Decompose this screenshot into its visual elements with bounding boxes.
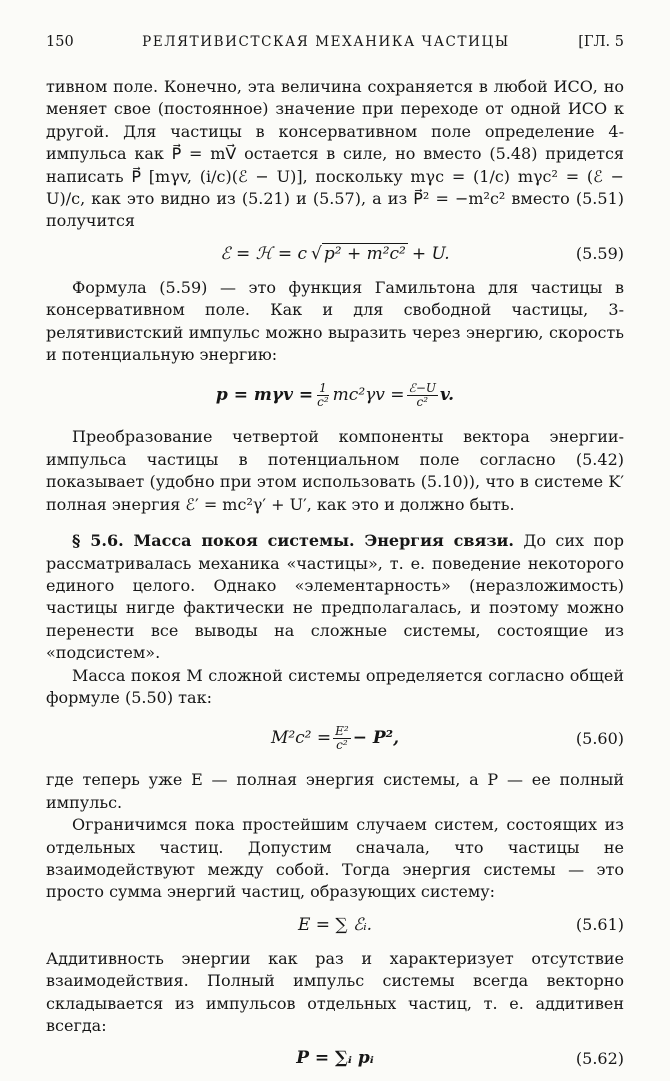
sqrt-sign: √ <box>311 243 322 264</box>
eq-5-59-rhs: + U. <box>411 243 450 264</box>
section-5-6 <box>46 530 624 664</box>
section-text: До сих пор рассматривалась механика «частицы», т. е. поведение некоторого единого целого. Однако «элементарность» (неразложимость) частицы нигде фактически не предполагалась, и поэтому можно перенести все выводы на сложные системы, состоящие из «подсистем». <box>46 531 625 663</box>
paragraph-5: где теперь уже E — полная энергия системы, а P — ее полный импульс. <box>46 770 624 812</box>
running-title: РЕЛЯТИВИСТСКАЯ МЕХАНИКА ЧАСТИЦЫ <box>142 34 510 50</box>
fraction-denominator: c² <box>336 737 348 752</box>
paragraph-1: тивном поле. Конечно, эта величина сохраняется в любой ИСО, но меняет свое (постоянное) значение при переходе от одной ИСО к другой. Для частицы в консервативном поле определение 4-импульса как P⃗ = mV⃗ остается в силе, но вместо (5.48) придется написать P⃗ [mγv, (i/c)(ℰ − U)], поскольку mγc = (1/c) mγc² = (ℰ − U)/c, как это видно из (5.21) и (5.57), а из P⃗² = −m²c² вместо (5.51) получится <box>46 77 624 231</box>
paragraph-6: Ограничимся пока простейшим случаем систем, состоящих из отдельных частиц. Допустим сначала, что частицы не взаимодействуют между собой. Тогда энергия системы — это просто сумма энергий частиц, образующих систему: <box>46 815 624 902</box>
running-header <box>46 34 624 50</box>
section-heading: § 5.6. Масса покоя системы. Энергия связи. <box>72 531 514 551</box>
paragraph-3: Преобразование четвертой компоненты вектора энергии-импульса частицы в потенциальном поле согласно (5.42) показывает (удобно при этом использовать (5.10)), что в системе K′ полная энергия ℰ′ = mc²γ′ + U′, как это и должно быть. <box>46 427 624 514</box>
fraction-numerator: E² <box>335 723 349 738</box>
equation-5-59 <box>46 237 624 271</box>
eq-mom-part2: mc²γv = <box>332 385 405 406</box>
paragraph-2: Формула (5.59) — это функция Гамильтона для частицы в консервативном поле. Как и для свободной частицы, 3-релятивистский импульс можно выразить через энергию, скорость и потенциальную энергию: <box>46 277 624 365</box>
eq-5-59-lhs: ℰ = ℋ = c <box>220 243 307 264</box>
book-page <box>46 34 624 1081</box>
fraction-denominator: c² <box>317 394 329 409</box>
equation-5-62 <box>46 1041 624 1075</box>
paragraph-7: Аддитивность энергии как раз и характеризует отсутствие взаимодействия. Полный импульс системы всегда векторно складывается из импульсов отдельных частиц, т. е. аддитивен всегда: <box>46 948 624 1035</box>
eq-5-62-number: (5.62) <box>575 1048 624 1068</box>
eq-5-61-body: E = ∑ ℰᵢ. <box>297 914 373 935</box>
eq-mom-part1: p = mγv = <box>215 385 314 406</box>
eq-mom-part3: v. <box>439 385 455 406</box>
fraction-e2-over-c2 <box>333 725 351 752</box>
eq-5-60-number: (5.60) <box>575 728 624 748</box>
equation-momentum <box>46 372 624 418</box>
page-number: 150 <box>46 34 74 50</box>
eq-5-60-lhs: M²c² = <box>270 728 332 749</box>
fraction-denominator: c² <box>416 394 429 409</box>
eq-5-61-number: (5.61) <box>575 915 624 935</box>
fraction-1-over-c2 <box>315 382 331 409</box>
eq-5-62-body: P = ∑ᵢ pᵢ <box>296 1048 374 1069</box>
fraction-numerator: 1 <box>319 380 327 395</box>
paragraph-4: Масса покоя M сложной системы определяется согласно общей формуле (5.50) так: <box>46 665 624 707</box>
eq-5-59-number: (5.59) <box>575 244 624 264</box>
equation-5-60 <box>46 715 624 761</box>
eq-5-60-rhs: − P², <box>352 728 400 749</box>
chapter-marker: [ГЛ. 5 <box>578 34 624 50</box>
equation-5-61 <box>46 908 624 942</box>
eq-5-59-radicand: p² + m²c² <box>323 244 406 265</box>
fraction-numerator: ℰ−U <box>408 380 436 395</box>
fraction-e-minus-u <box>407 382 438 409</box>
